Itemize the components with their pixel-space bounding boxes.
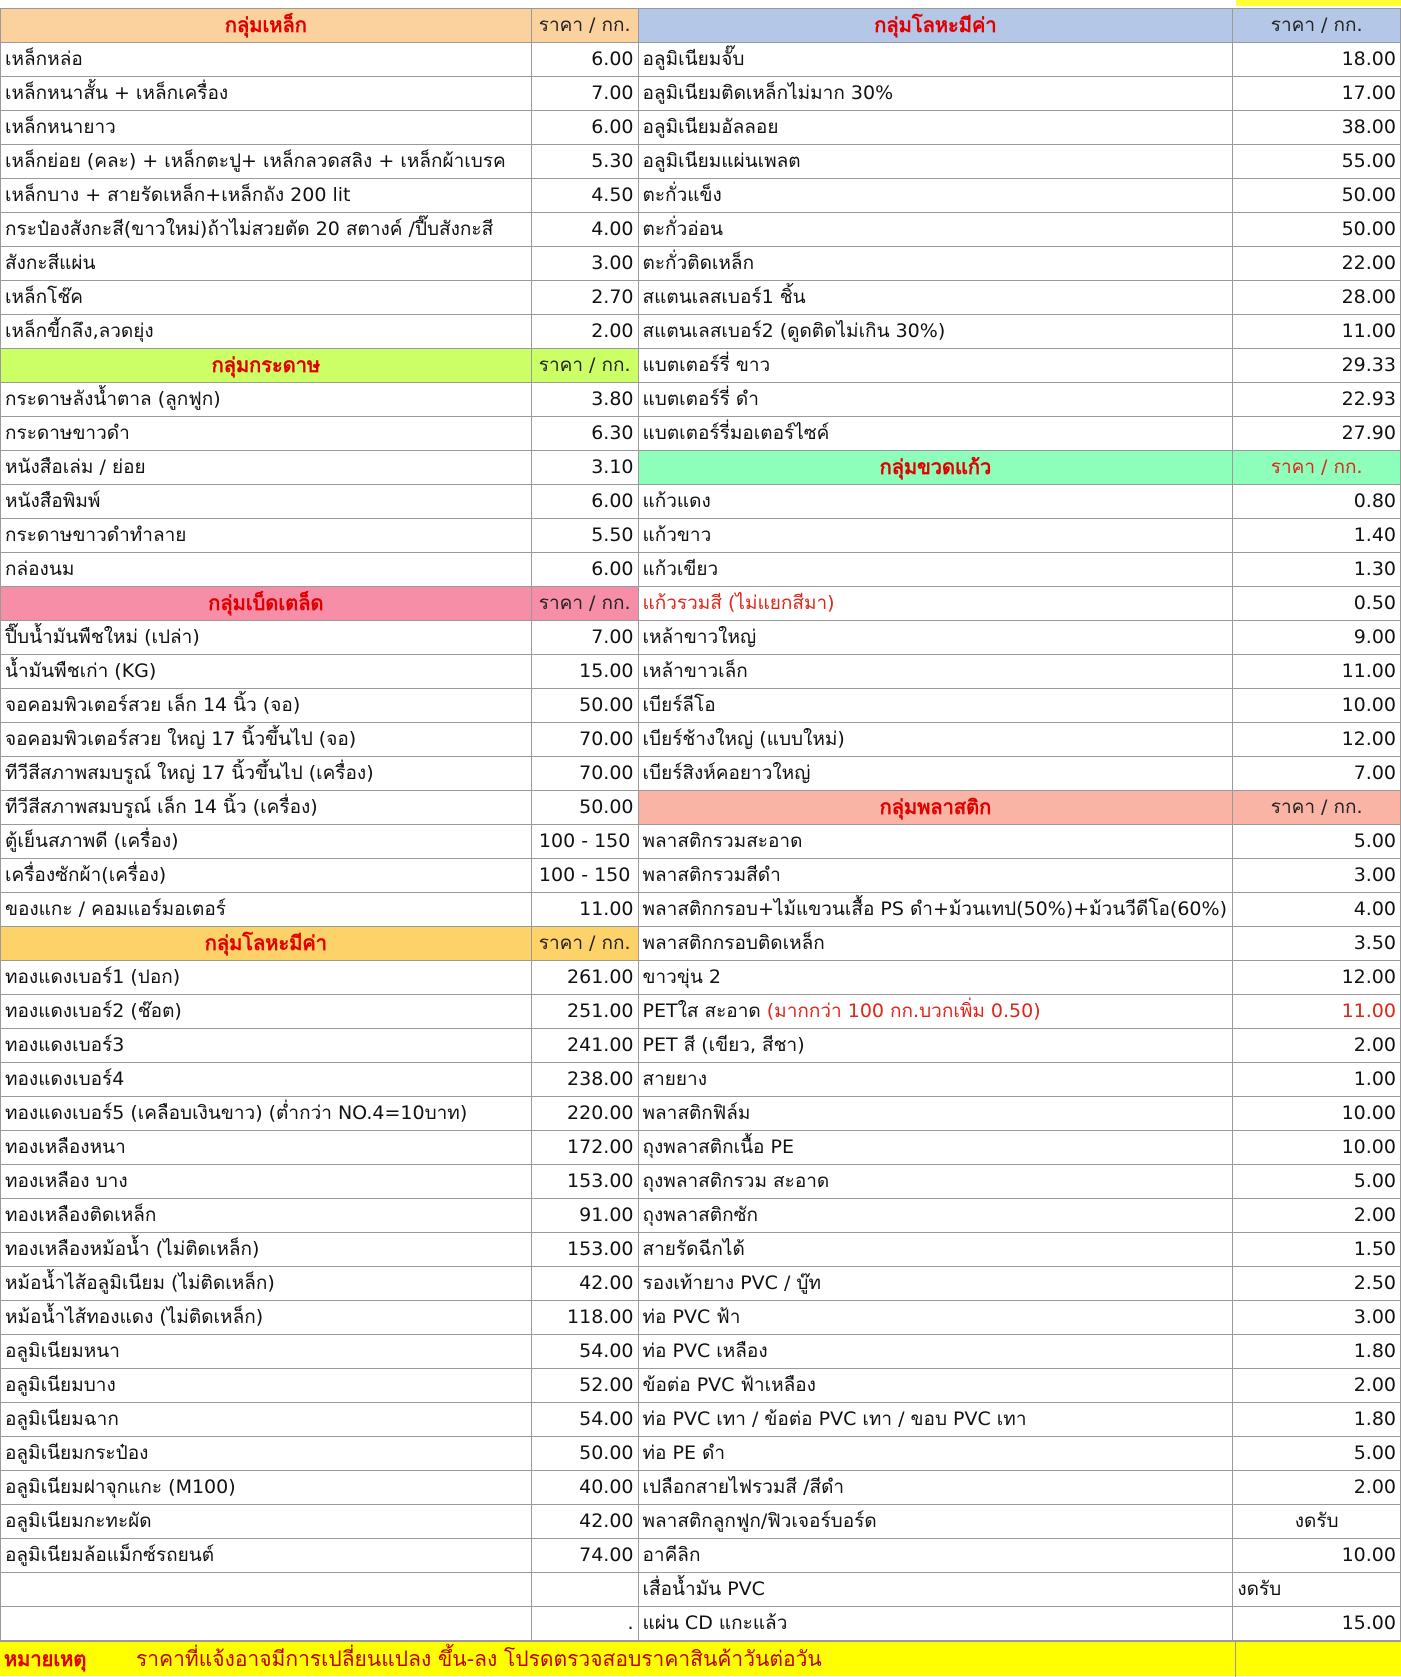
table-row xyxy=(1,315,1401,349)
item-price: 22.93 xyxy=(1233,383,1401,417)
group-header-title: กลุ่มกระดาษ xyxy=(1,349,532,383)
item-price: 153.00 xyxy=(531,1165,638,1199)
item-price: 42.00 xyxy=(531,1267,638,1301)
item-name: ตะกั่วแข็ง xyxy=(638,179,1233,213)
item-name: อาคีลิก xyxy=(638,1539,1233,1573)
item-price: 42.00 xyxy=(531,1505,638,1539)
item-price: 7.00 xyxy=(1233,757,1401,791)
item-price: 172.00 xyxy=(531,1131,638,1165)
group-header-price-label: ราคา / กก. xyxy=(1233,9,1401,43)
table-row xyxy=(1,145,1401,179)
item-price: งดรับ xyxy=(1233,1573,1401,1607)
item-price: 5.00 xyxy=(1233,825,1401,859)
item-name: แก้วรวมสี (ไม่แยกสีมา) xyxy=(638,587,1233,621)
item-price: 238.00 xyxy=(531,1063,638,1097)
item-name: อลูมิเนียมกะทะผัด xyxy=(1,1505,532,1539)
table-row xyxy=(1,1335,1401,1369)
item-price: 118.00 xyxy=(531,1301,638,1335)
table-row xyxy=(1,791,1401,825)
item-name: เบียร์ช้างใหญ่ (แบบใหม่) xyxy=(638,723,1233,757)
table-row xyxy=(1,1063,1401,1097)
item-price: 3.00 xyxy=(1233,1301,1401,1335)
table-row xyxy=(1,1029,1401,1063)
item-name: เหล็กบาง + สายรัดเหล็ก+เหล็กถัง 200 lit xyxy=(1,179,532,213)
item-price: 3.50 xyxy=(1233,927,1401,961)
table-row xyxy=(1,383,1401,417)
footer-label: หมายเหตุ xyxy=(4,1647,87,1671)
table-row xyxy=(1,281,1401,315)
group-header-title: กลุ่มโลหะมีค่า xyxy=(638,9,1233,43)
item-price: 6.00 xyxy=(531,485,638,519)
item-name: ท่อ PE ดำ xyxy=(638,1437,1233,1471)
item-price: 220.00 xyxy=(531,1097,638,1131)
item-price: 5.00 xyxy=(1233,1165,1401,1199)
table-row xyxy=(1,213,1401,247)
price-table xyxy=(0,8,1401,1641)
group-header-price-label: ราคา / กก. xyxy=(1233,451,1401,485)
item-price: 5.00 xyxy=(1233,1437,1401,1471)
item-name: พลาสติกกรอบติดเหล็ก xyxy=(638,927,1233,961)
item-price: 15.00 xyxy=(531,655,638,689)
item-name: หม้อน้ำไส้อลูมิเนียม (ไม่ติดเหล็ก) xyxy=(1,1267,532,1301)
item-name: อลูมิเนียมล้อแม็กซ์รถยนต์ xyxy=(1,1539,532,1573)
item-price: 70.00 xyxy=(531,723,638,757)
group-header-title: กลุ่มขวดแก้ว xyxy=(638,451,1233,485)
table-row xyxy=(1,1267,1401,1301)
item-name: ข้อต่อ PVC ฟ้าเหลือง xyxy=(638,1369,1233,1403)
table-row xyxy=(1,757,1401,791)
item-name: ทีวีสีสภาพสมบรูณ์ ใหญ่ 17 นิ้วขึ้นไป (เครื่อง) xyxy=(1,757,532,791)
item-name: เหล็กหนายาว xyxy=(1,111,532,145)
item-price: 7.00 xyxy=(531,77,638,111)
table-row xyxy=(1,451,1401,485)
item-price: 2.50 xyxy=(1233,1267,1401,1301)
item-name: ขาวขุ่น 2 xyxy=(638,961,1233,995)
group-header-title: กลุ่มเบ็ดเตล็ด xyxy=(1,587,532,621)
item-price: 15.00 xyxy=(1233,1607,1401,1641)
item-name: พลาสติกลูกฟูก/ฟิวเจอร์บอร์ด xyxy=(638,1505,1233,1539)
item-name: ทองเหลืองหนา xyxy=(1,1131,532,1165)
item-name: อลูมิเนียมฝาจุกแกะ (M100) xyxy=(1,1471,532,1505)
item-price: 10.00 xyxy=(1233,689,1401,723)
item-price: 2.00 xyxy=(531,315,638,349)
item-name: เครื่องซักผ้า(เครื่อง) xyxy=(1,859,532,893)
table-row xyxy=(1,1471,1401,1505)
table-row xyxy=(1,1131,1401,1165)
item-price xyxy=(531,1573,638,1607)
item-name: เหล้าขาวใหญ่ xyxy=(638,621,1233,655)
item-name: สายรัดฉีกได้ xyxy=(638,1233,1233,1267)
item-name: เหล็กขี้กลึง,ลวดยุ่ง xyxy=(1,315,532,349)
item-name-text: PETใส สะอาด xyxy=(642,1000,761,1022)
item-price: 1.80 xyxy=(1233,1403,1401,1437)
item-price: 7.00 xyxy=(531,621,638,655)
item-price: 40.00 xyxy=(531,1471,638,1505)
table-row xyxy=(1,825,1401,859)
item-name: ทองเหลืองหม้อน้ำ (ไม่ติดเหล็ก) xyxy=(1,1233,532,1267)
item-price: 2.00 xyxy=(1233,1369,1401,1403)
item-name: ทองแดงเบอร์2 (ช๊อต) xyxy=(1,995,532,1029)
item-price: 1.80 xyxy=(1233,1335,1401,1369)
item-name: เหล็กย่อย (คละ) + เหล็กตะปู+ เหล็กลวดสลิง + เหล็กผ้าเบรค xyxy=(1,145,532,179)
item-price: 50.00 xyxy=(531,689,638,723)
footer-note-bar xyxy=(0,1641,1401,1676)
item-name: สแตนเลสเบอร์2 (ดูดติดไม่เกิน 30%) xyxy=(638,315,1233,349)
item-name: ท่อ PVC เหลือง xyxy=(638,1335,1233,1369)
item-price: 6.00 xyxy=(531,111,638,145)
item-price: 241.00 xyxy=(531,1029,638,1063)
item-price: 10.00 xyxy=(1233,1539,1401,1573)
item-name: กระดาษขาวดำ xyxy=(1,417,532,451)
item-name: ตะกั่วอ่อน xyxy=(638,213,1233,247)
item-price: 153.00 xyxy=(531,1233,638,1267)
item-name: อลูมิเนียมกระป๋อง xyxy=(1,1437,532,1471)
item-price: 50.00 xyxy=(531,791,638,825)
item-name: เหล้าขาวเล็ก xyxy=(638,655,1233,689)
item-price: 4.00 xyxy=(531,213,638,247)
item-price: 70.00 xyxy=(531,757,638,791)
table-row xyxy=(1,927,1401,961)
item-price: 91.00 xyxy=(531,1199,638,1233)
item-price: 52.00 xyxy=(531,1369,638,1403)
item-price: . xyxy=(531,1607,638,1641)
item-price: 22.00 xyxy=(1233,247,1401,281)
item-price: 2.00 xyxy=(1233,1029,1401,1063)
item-price: 1.30 xyxy=(1233,553,1401,587)
item-name: เสื่อน้ำมัน PVC xyxy=(638,1573,1233,1607)
item-name: กระดาษลังน้ำตาล (ลูกฟูก) xyxy=(1,383,532,417)
item-price: 11.00 xyxy=(531,893,638,927)
item-price: 9.00 xyxy=(1233,621,1401,655)
table-row xyxy=(1,553,1401,587)
item-name: แก้วเขียว xyxy=(638,553,1233,587)
item-name: แบตเตอร์รี่ ขาว xyxy=(638,349,1233,383)
item-name: ถุงพลาสติกรวม สะอาด xyxy=(638,1165,1233,1199)
item-name: พลาสติกรวมสะอาด xyxy=(638,825,1233,859)
item-name: เบียร์สิงห์คอยาวใหญ่ xyxy=(638,757,1233,791)
item-price: 5.30 xyxy=(531,145,638,179)
table-row xyxy=(1,689,1401,723)
item-price: 2.70 xyxy=(531,281,638,315)
table-row xyxy=(1,1505,1401,1539)
item-price: 4.00 xyxy=(1233,893,1401,927)
item-price: 0.80 xyxy=(1233,485,1401,519)
item-name: ทองแดงเบอร์5 (เคลือบเงินขาว) (ต่ำกว่า NO.4=10บาท) xyxy=(1,1097,532,1131)
item-name: ถุงพลาสติกซัก xyxy=(638,1199,1233,1233)
item-price: 261.00 xyxy=(531,961,638,995)
table-row xyxy=(1,111,1401,145)
item-name: ทองแดงเบอร์4 xyxy=(1,1063,532,1097)
item-name: อลูมิเนียมติดเหล็กไม่มาก 30% xyxy=(638,77,1233,111)
table-row xyxy=(1,1301,1401,1335)
group-header-title: กลุ่มโลหะมีค่า xyxy=(1,927,532,961)
item-price: 54.00 xyxy=(531,1335,638,1369)
table-row xyxy=(1,9,1401,43)
item-name-note: (มากกว่า 100 กก.บวกเพิ่ม 0.50) xyxy=(760,1000,1041,1022)
table-row xyxy=(1,43,1401,77)
item-price: 11.00 xyxy=(1233,315,1401,349)
item-price: 11.00 xyxy=(1233,655,1401,689)
table-row xyxy=(1,349,1401,383)
item-price: 0.50 xyxy=(1233,587,1401,621)
item-price: 1.50 xyxy=(1233,1233,1401,1267)
item-price: 1.40 xyxy=(1233,519,1401,553)
item-price: 28.00 xyxy=(1233,281,1401,315)
group-header-price-label: ราคา / กก. xyxy=(531,587,638,621)
footer-divider xyxy=(1235,1642,1236,1677)
item-name: กล่องนม xyxy=(1,553,532,587)
item-price: 10.00 xyxy=(1233,1131,1401,1165)
item-name: หนังสือเล่ม / ย่อย xyxy=(1,451,532,485)
item-price: 50.00 xyxy=(531,1437,638,1471)
item-price: 74.00 xyxy=(531,1539,638,1573)
item-name: น้ำมันพืชเก่า (KG) xyxy=(1,655,532,689)
item-name: แก้วขาว xyxy=(638,519,1233,553)
item-price: 6.00 xyxy=(531,553,638,587)
table-row xyxy=(1,247,1401,281)
item-name: พลาสติกฟิล์ม xyxy=(638,1097,1233,1131)
item-price: 5.50 xyxy=(531,519,638,553)
item-price: 6.00 xyxy=(531,43,638,77)
item-name: เปลือกสายไฟรวมสี /สีดำ xyxy=(638,1471,1233,1505)
item-price: 100 - 150 xyxy=(531,859,638,893)
table-row xyxy=(1,485,1401,519)
item-name xyxy=(1,1573,532,1607)
table-row xyxy=(1,1199,1401,1233)
table-row xyxy=(1,1403,1401,1437)
item-name: ท่อ PVC เทา / ข้อต่อ PVC เทา / ขอบ PVC เทา xyxy=(638,1403,1233,1437)
item-name: หม้อน้ำไส้ทองแดง (ไม่ติดเหล็ก) xyxy=(1,1301,532,1335)
item-name: อลูมิเนียมฉาก xyxy=(1,1403,532,1437)
item-price: 2.00 xyxy=(1233,1199,1401,1233)
item-name: ของแกะ / คอมแอร์มอเตอร์ xyxy=(1,893,532,927)
item-price: 3.80 xyxy=(531,383,638,417)
item-name: อลูมิเนียมอัลลอย xyxy=(638,111,1233,145)
table-row xyxy=(1,961,1401,995)
item-name: จอคอมพิวเตอร์สวย ใหญ่ 17 นิ้วขึ้นไป (จอ) xyxy=(1,723,532,757)
item-price: 55.00 xyxy=(1233,145,1401,179)
top-yellow-strip xyxy=(1236,0,1401,6)
item-price: 3.00 xyxy=(1233,859,1401,893)
item-price: 29.33 xyxy=(1233,349,1401,383)
item-name: ทองเหลืองติดเหล็ก xyxy=(1,1199,532,1233)
table-row xyxy=(1,1233,1401,1267)
table-row xyxy=(1,655,1401,689)
table-row xyxy=(1,1165,1401,1199)
item-name xyxy=(638,995,1233,1029)
group-header-price-label: ราคา / กก. xyxy=(531,927,638,961)
item-name: หนังสือพิมพ์ xyxy=(1,485,532,519)
table-row xyxy=(1,1369,1401,1403)
group-header-title: กลุ่มพลาสติก xyxy=(638,791,1233,825)
item-price: 17.00 xyxy=(1233,77,1401,111)
item-name: อลูมิเนียมจั๊บ xyxy=(638,43,1233,77)
item-name: อลูมิเนียมแผ่นเพลต xyxy=(638,145,1233,179)
item-name: อลูมิเนียมหนา xyxy=(1,1335,532,1369)
item-name: ทองแดงเบอร์3 xyxy=(1,1029,532,1063)
footer-message: ราคาที่แจ้งอาจมีการเปลี่ยนแปลง ขึ้น-ลง โปรดตรวจสอบราคาสินค้าวันต่อวัน xyxy=(136,1647,822,1671)
item-price: 54.00 xyxy=(531,1403,638,1437)
table-row xyxy=(1,77,1401,111)
table-row xyxy=(1,723,1401,757)
item-name: เบียร์ลีโอ xyxy=(638,689,1233,723)
item-name: แบตเตอร์รี่ ดำ xyxy=(638,383,1233,417)
item-price: 251.00 xyxy=(531,995,638,1029)
item-name: ตะกั่วติดเหล็ก xyxy=(638,247,1233,281)
item-price: 3.10 xyxy=(531,451,638,485)
item-name: ถุงพลาสติกเนื้อ PE xyxy=(638,1131,1233,1165)
item-price: 4.50 xyxy=(531,179,638,213)
item-price: 10.00 xyxy=(1233,1097,1401,1131)
table-row xyxy=(1,859,1401,893)
item-price: 3.00 xyxy=(531,247,638,281)
item-name: แผ่น CD แกะแล้ว xyxy=(638,1607,1233,1641)
item-name: สแตนเลสเบอร์1 ชิ้น xyxy=(638,281,1233,315)
item-name: PET สี (เขียว, สีชา) xyxy=(638,1029,1233,1063)
item-price: งดรับ xyxy=(1233,1505,1401,1539)
item-price: 18.00 xyxy=(1233,43,1401,77)
item-price: 50.00 xyxy=(1233,213,1401,247)
table-row xyxy=(1,417,1401,451)
item-name: แก้วแดง xyxy=(638,485,1233,519)
item-name: ปี๊บน้ำมันพืชใหม่ (เปล่า) xyxy=(1,621,532,655)
table-row xyxy=(1,1437,1401,1471)
item-price: 100 - 150 xyxy=(531,825,638,859)
group-header-price-label: ราคา / กก. xyxy=(531,9,638,43)
item-price: 1.00 xyxy=(1233,1063,1401,1097)
table-row xyxy=(1,1607,1401,1641)
table-row xyxy=(1,995,1401,1029)
group-header-title: กลุ่มเหล็ก xyxy=(1,9,532,43)
item-name: แบตเตอร์รี่มอเตอร์ไซค์ xyxy=(638,417,1233,451)
item-name: รองเท้ายาง PVC / บู๊ท xyxy=(638,1267,1233,1301)
group-header-price-label: ราคา / กก. xyxy=(531,349,638,383)
table-row xyxy=(1,519,1401,553)
item-price: 2.00 xyxy=(1233,1471,1401,1505)
item-price: 50.00 xyxy=(1233,179,1401,213)
item-price: 6.30 xyxy=(531,417,638,451)
item-price: 38.00 xyxy=(1233,111,1401,145)
item-name: พลาสติกรวมสีดำ xyxy=(638,859,1233,893)
item-name: พลาสติกกรอบ+ไม้แขวนเสื้อ PS ดำ+ม้วนเทป(50%)+ม้วนวีดีโอ(60%) xyxy=(638,893,1233,927)
group-header-price-label: ราคา / กก. xyxy=(1233,791,1401,825)
table-row xyxy=(1,179,1401,213)
item-price: 12.00 xyxy=(1233,723,1401,757)
item-name: เหล็กหล่อ xyxy=(1,43,532,77)
item-name: ตู้เย็นสภาพดี (เครื่อง) xyxy=(1,825,532,859)
item-name: สายยาง xyxy=(638,1063,1233,1097)
item-name: กระดาษขาวดำทำลาย xyxy=(1,519,532,553)
item-name xyxy=(1,1607,532,1641)
item-price: 27.90 xyxy=(1233,417,1401,451)
table-row xyxy=(1,1097,1401,1131)
table-row xyxy=(1,621,1401,655)
item-name: จอคอมพิวเตอร์สวย เล็ก 14 นิ้ว (จอ) xyxy=(1,689,532,723)
table-row xyxy=(1,587,1401,621)
table-row xyxy=(1,1539,1401,1573)
item-name: สังกะสีแผ่น xyxy=(1,247,532,281)
item-name: เหล็กโช๊ค xyxy=(1,281,532,315)
item-name: เหล็กหนาสั้น + เหล็กเครื่อง xyxy=(1,77,532,111)
table-row xyxy=(1,893,1401,927)
table-row xyxy=(1,1573,1401,1607)
item-name: ทีวีสีสภาพสมบรูณ์ เล็ก 14 นิ้ว (เครื่อง) xyxy=(1,791,532,825)
item-name: กระป๋องสังกะสี(ขาวใหม่)ถ้าไม่สวยตัด 20 สตางค์ /ปี๊บสังกะสี xyxy=(1,213,532,247)
item-price: 12.00 xyxy=(1233,961,1401,995)
item-name: ทองเหลือง บาง xyxy=(1,1165,532,1199)
item-name: ทองแดงเบอร์1 (ปอก) xyxy=(1,961,532,995)
item-name: อลูมิเนียมบาง xyxy=(1,1369,532,1403)
item-name: ท่อ PVC ฟ้า xyxy=(638,1301,1233,1335)
top-strip xyxy=(0,0,1401,8)
item-price: 11.00 xyxy=(1233,995,1401,1029)
